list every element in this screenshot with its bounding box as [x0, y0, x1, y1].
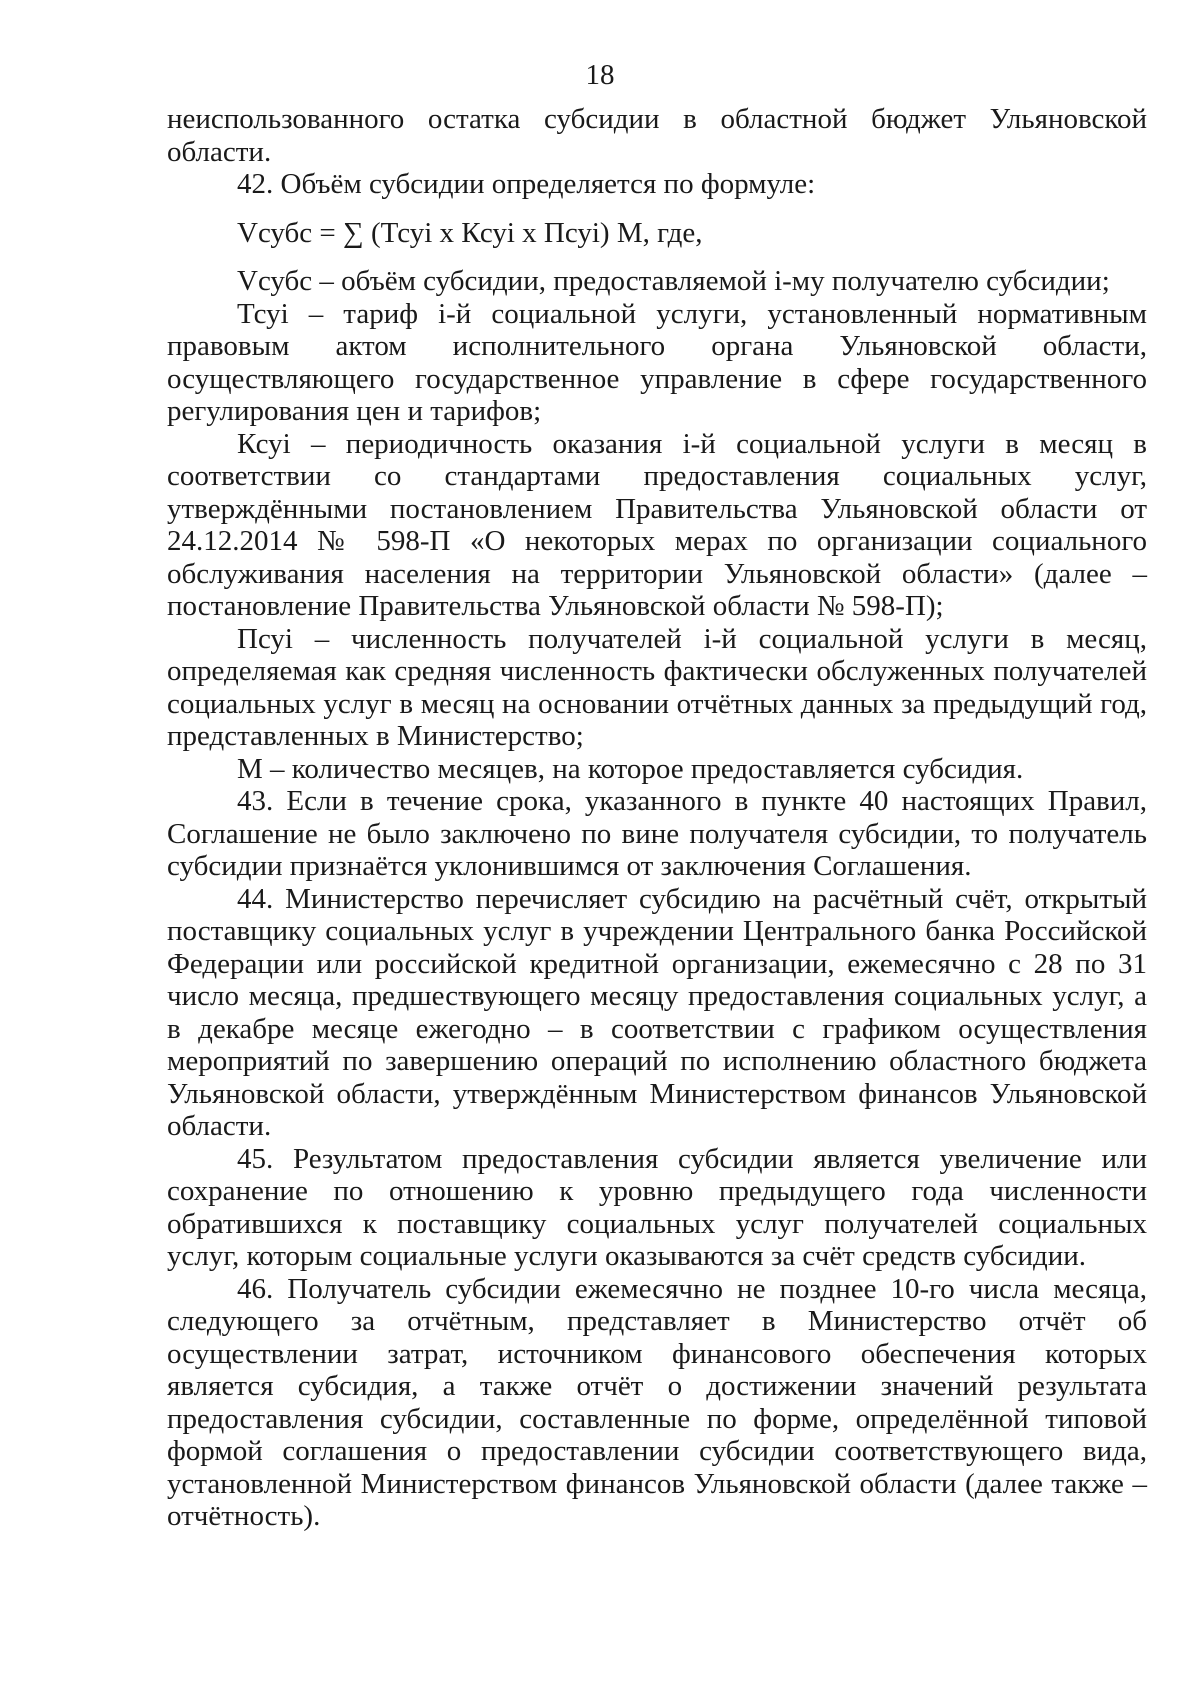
definition-tsui: Тсуi – тариф i-й социальной услуги, установленный нормативным правовым актом исполнительного органа Ульяновской области, осуществляющего государственное управление в сфере государственного регулирования цен и тарифов;: [167, 297, 1147, 427]
definition-psui: Псуi – численность получателей i-й социальной услуги в месяц, определяемая как средняя численность фактически обслуженных получателей социальных услуг в месяц на основании отчётных данных за предыдущий год, представленных в Министерство;: [167, 622, 1147, 752]
paragraph-42: 42. Объём субсидии определяется по формуле:: [237, 168, 816, 200]
formula: Vсубс = ∑ (Тсуi х Ксуi х Псуi) М, где,: [237, 216, 703, 249]
paragraph-45: 45. Результатом предоставления субсидии является увеличение или сохранение по отношению к уровню предыдущего года численности обратившихся к поставщику социальных услуг получателей социальных услуг, которым социальные услуги оказываются за счёт средств субсидии.: [167, 1142, 1147, 1272]
definition-m: М – количество месяцев, на которое предоставляется субсидия.: [237, 752, 1024, 785]
document-body: [167, 103, 1147, 1533]
paragraph-44: 44. Министерство перечисляет субсидию на расчётный счёт, открытый поставщику социальных услуг в учреждении Центрального банка Российской Федерации или российской кредитной организации, ежемесячно с 28 по 31 число месяца, предшествующего месяцу предоставления социальных услуг, а в декабре месяце ежегодно – в соответствии с графиком осуществления мероприятий по завершению операций по исполнению областного бюджета Ульяновской области, утверждённым Министерством финансов Ульяновской области.: [167, 882, 1147, 1142]
definition-vsubs: Vсубс – объём субсидии, предоставляемой i-му получателю субсидии;: [237, 265, 1110, 297]
paragraph-46: 46. Получатель субсидии ежемесячно не позднее 10-го числа месяца, следующего за отчётным, представляет в Министерство отчёт об осуществлении затрат, источником финансового обеспечения которых является субсидия, а также отчёт о достижении значений результата предоставления субсидии, составленные по форме, определённой типовой формой соглашения о предоставлении субсидии соответствующего вида, установленной Министерством финансов Ульяновской области (далее также – отчётность).: [167, 1272, 1147, 1532]
definition-ksui: Ксуi – периодичность оказания i-й социальной услуги в месяц в соответствии со стандартами предоставления социальных услуг, утверждёнными постановлением Правительства Ульяновской области от 24.12.2014 № 598-П «О некоторых мерах по организации социального обслуживания населения на территории Ульяновской области» (далее – постановление Правительства Ульяновской области № 598-П);: [167, 427, 1147, 622]
paragraph-43: 43. Если в течение срока, указанного в пункте 40 настоящих Правил, Соглашение не было заключено по вине получателя субсидии, то получатель субсидии признаётся уклонившимся от заключения Соглашения.: [167, 785, 1147, 882]
page-number: 18: [585, 59, 615, 91]
paragraph-continuation: неиспользованного остатка субсидии в областной бюджет Ульяновской области.: [167, 103, 1147, 168]
